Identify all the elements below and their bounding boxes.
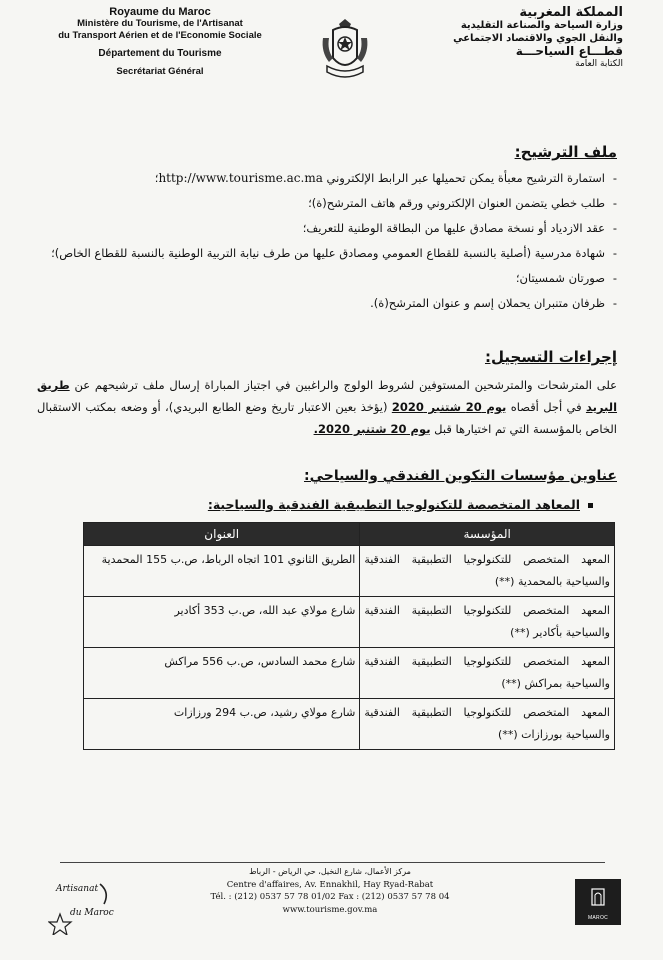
footer-address-fr: Centre d'affaires, Av. Ennakhil, Hay Ryad-Rabat [226,879,434,890]
institution-cell: المعهد المتخصص للتكنولوجيا التطبيقية الفندقية والسياحية بالمحمدية (**) [360,546,615,597]
registration-deadline: يوم 20 شتنبر 2020 [391,400,507,414]
footer-divider [60,862,605,863]
list-item: - صورتان شمسيتان؛ [37,266,617,291]
header-french [40,6,280,78]
sector-ar: قطـــاع السياحـــة [515,44,623,58]
file-section-heading: ملف الترشيح: [514,143,617,161]
kingdom-fr: Royaume du Maroc [109,6,211,18]
footer-address-ar: مركز الأعمال، شارع النخيل، حي الرياض - الرباط [249,867,411,876]
ministry-ar-line2: والنقل الجوي والاقتصاد الاجتماعي [453,33,623,44]
kingdom-ar: المملكة المغربية [519,5,623,20]
registration-text-3: (يؤخذ بعين الاعتبار تاريخ وضع الطابع البريدي)، أو وضعه بمكتب الاستقبال الخاص بالمؤسسة التي تم اختيارها قبل [37,400,617,436]
registration-heading: إجراءات التسجيل: [484,348,617,366]
list-item: - طلب خطي يتضمن العنوان الإلكتروني ورقم هاتف المترشح(ة)؛ [37,191,617,216]
ministry-fr-line1: Ministère du Tourisme, de l'Artisanat [77,18,243,29]
list-item: - ظرفان متنبران يحملان إسم و عنوان المترشح(ة). [37,291,617,316]
form-text: استمارة الترشيح معبأة يمكن تحميلها عبر الرابط الإلكتروني [326,171,605,185]
file-requirements-list [37,166,617,316]
registration-paragraph [37,374,617,440]
footer-phone: Tél. : (212) 0537 57 78 01/02 Fax : (212) 0537 57 78 04 [210,892,450,902]
artisanat-logo [48,880,128,935]
department-fr: Département du Tourisme [98,48,222,59]
royal-emblem-icon [319,18,371,84]
registration-by-mail: طريق البريد [37,378,618,414]
address-cell: الطريق الثانوي 101 اتجاه الرباط، ص.ب 155 المحمدية [84,546,360,597]
ministry-ar-line1: وزارة السياحة والصناعة التقليدية [460,20,623,31]
square-bullet-icon [588,503,593,508]
secretariat-ar: الكتابة العامة [575,59,623,69]
registration-text-2: في أجل أقصاه [510,400,582,414]
institution-cell: المعهد المتخصص للتكنولوجيا التطبيقية الفندقية والسياحية بأكادير (**) [360,597,615,648]
table-header-row [84,523,615,546]
registration-deadline-2: يوم 20 شتنبر 2020. [313,422,431,436]
table-row [84,546,615,597]
column-header-institution: المؤسسة [360,523,615,546]
list-item: - عقد الازدياد أو نسخة مصادق عليها من البطاقة الوطنية للتعريف؛ [37,216,617,241]
artisanat-text-2: du Maroc [70,908,114,918]
address-cell: شارع مولاي رشيد، ص.ب 294 ورزازات [84,699,360,750]
institutes-table [83,522,615,750]
table-row [84,699,615,750]
ministry-fr-line2: du Transport Aérien et de l'Economie Sociale [58,30,262,41]
address-cell: شارع محمد السادس، ص.ب 556 مراكش [84,648,360,699]
table-row [84,648,615,699]
secretariat-fr: Secrétariat Général [116,66,204,77]
institution-cell: المعهد المتخصص للتكنولوجيا التطبيقية الفندقية والسياحية بمراكش (**) [360,648,615,699]
artisanat-text-1: Artisanat [56,884,99,894]
footer-website-link[interactable]: www.tourisme.gov.ma [282,904,378,915]
institutes-subheading-text: المعاهد المتخصصة للتكنولوجيا التطبيقية الفندقية والسياحية: [207,497,580,512]
registration-text-1: على المترشحات والمترشحين المستوفين لشروط الولوج والراغبين في اجتياز المباراة إرسال ملف ترشيحهم عن [74,378,617,392]
header-arabic [423,6,623,71]
institutes-subheading [208,497,593,512]
footer-contact [150,866,510,916]
column-header-address: العنوان [84,523,360,546]
address-cell: شارع مولاي عبد الله، ص.ب 353 أكادير [84,597,360,648]
list-item: - استمارة الترشيح معبأة يمكن تحميلها عبر الرابط الإلكتروني http://www.tourisme.ac.ma؛ [37,166,617,191]
table-row [84,597,615,648]
maroc-logo [575,879,621,925]
maroc-logo-text: MAROC [587,915,609,921]
list-item: - شهادة مدرسية (أصلية بالنسبة للقطاع العمومي ومصادق عليها من طرف نيابة التربية الوطنية بالنسبة للقطاع الخاص)؛ [37,241,617,266]
institution-cell: المعهد المتخصص للتكنولوجيا التطبيقية الفندقية والسياحية بورزازات (**) [360,699,615,750]
addresses-heading: عناوين مؤسسات التكوين الفندقي والسياحي: [303,468,617,484]
form-download-link[interactable]: http://www.tourisme.ac.ma [158,171,323,185]
